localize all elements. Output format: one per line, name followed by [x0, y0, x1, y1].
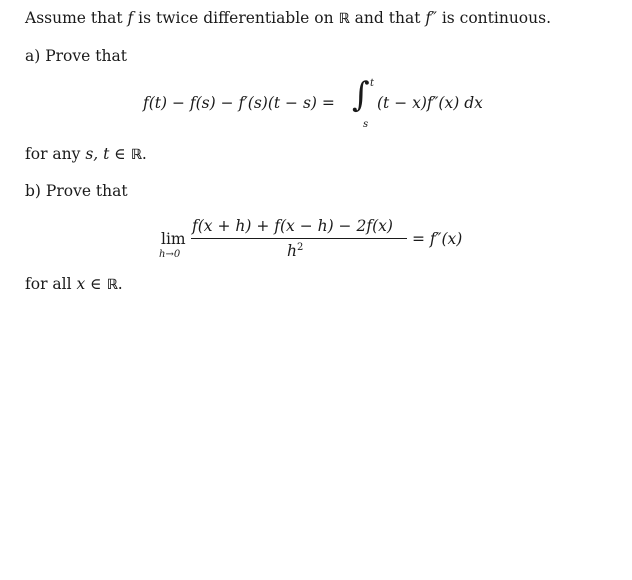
part-a-label: a) Prove that [25, 47, 127, 65]
part-b-footer-text-1: for all [25, 275, 77, 293]
second-derivative: f″ [425, 9, 437, 27]
part-b-footer-text-3: . [117, 275, 123, 293]
intro-sentence [25, 9, 551, 27]
part-a-footer-text-3: . [141, 145, 147, 163]
intro-text-2: is twice differentiable on [133, 9, 339, 27]
reals-symbol: ℝ [130, 147, 142, 163]
integral-sign: ∫ [352, 75, 370, 115]
denominator-exponent: 2 [296, 242, 304, 253]
equation-lhs: f(t) − f(s) − f′(s)(t − s) = [143, 94, 335, 112]
part-b-footer-text-2: ∈ [85, 275, 107, 293]
intro-text-4: is continuous. [436, 9, 551, 27]
denominator-base: h [287, 242, 297, 260]
part-b-footer [25, 275, 123, 293]
function-f: f [127, 9, 134, 27]
second-derivative-limit-equation [0, 214, 632, 264]
equation-rhs: = f″(x) [412, 230, 463, 248]
part-a-variables: s, t [85, 145, 110, 163]
limit-operator: lim [161, 230, 186, 248]
intro-text-3: and that [349, 9, 426, 27]
reals-symbol: ℝ [338, 11, 350, 27]
limit-subscript: h→0 [159, 249, 181, 260]
part-b-variable: x [76, 275, 86, 293]
part-a-footer-text-2: ∈ [109, 145, 131, 163]
taylor-integral-equation [0, 75, 632, 134]
fraction-bar [191, 238, 407, 239]
fraction-numerator: f(x + h) + f(x − h) − 2f(x) [192, 217, 393, 235]
part-a-footer-text-1: for any [25, 145, 86, 163]
integral-upper-limit: t [370, 78, 375, 89]
integrand: (t − x)f″(x) dx [377, 94, 483, 112]
reals-symbol: ℝ [106, 277, 118, 293]
intro-text-1: Assume that [25, 9, 128, 27]
part-b-label: b) Prove that [25, 182, 128, 200]
part-a-footer [25, 145, 147, 163]
integral-lower-limit: s [363, 119, 369, 130]
fraction-denominator [287, 242, 303, 260]
